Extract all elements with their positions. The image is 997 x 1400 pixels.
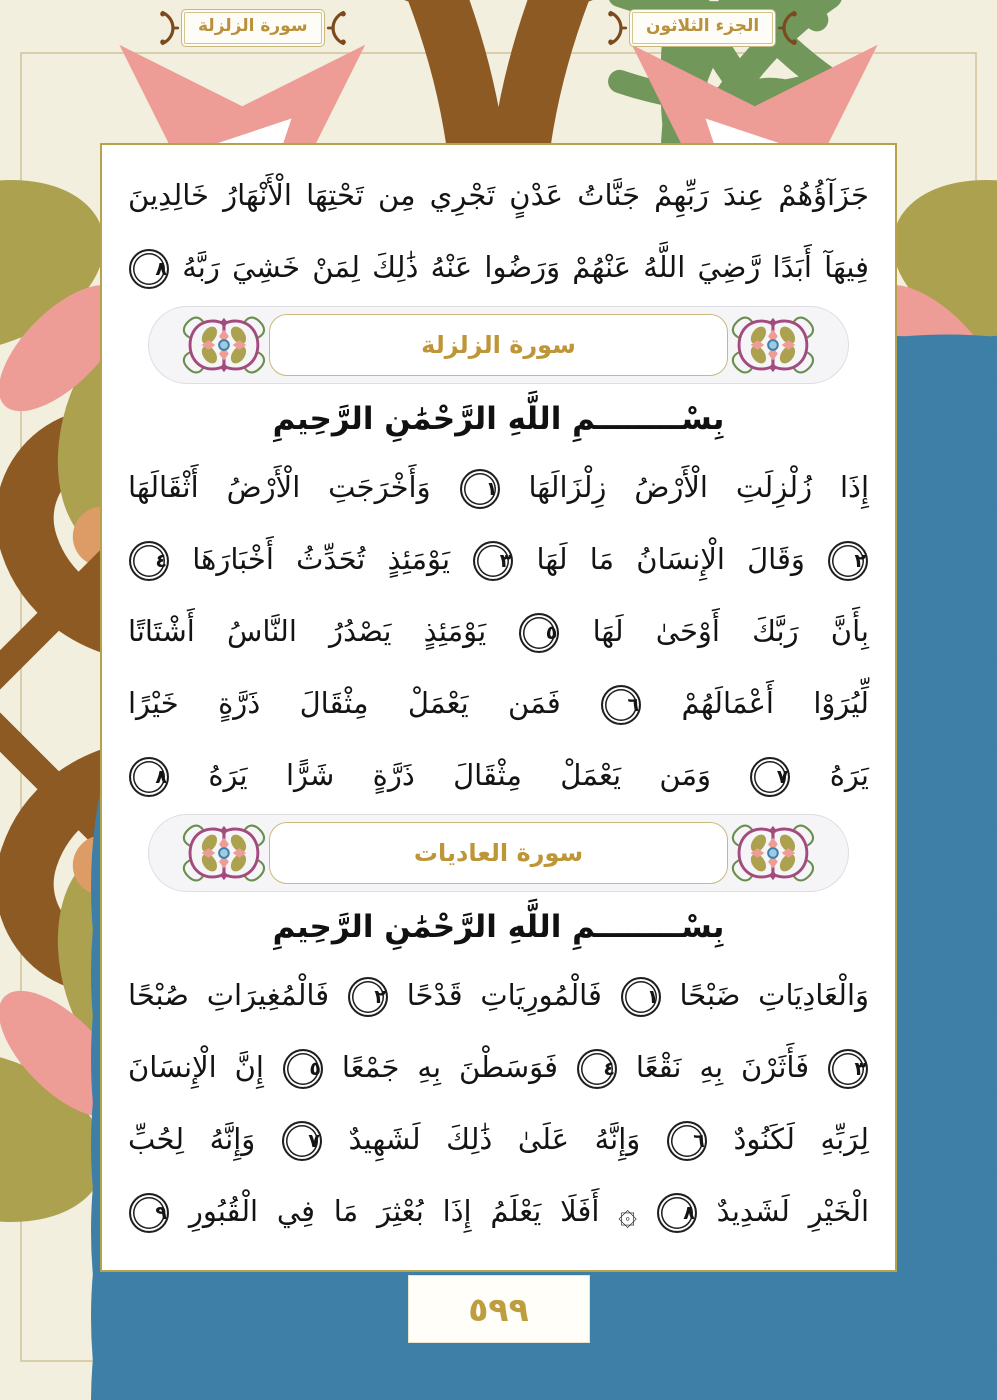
verse-number-badge: ٤ (577, 1049, 617, 1089)
surah-title: سورة الزلزلة (421, 331, 576, 359)
verse-number-badge: ١ (621, 977, 661, 1017)
bismillah-calligraphy: بِسْــــــــمِ اللَّهِ الرَّحْمَٰنِ الرَّحِيمِ (272, 909, 725, 945)
verse-number-badge: ٣ (473, 541, 513, 581)
bismillah-calligraphy: بِسْــــــــمِ اللَّهِ الرَّحْمَٰنِ الرَّحِيمِ (272, 401, 725, 437)
verse-number-badge: ٨ (657, 1193, 697, 1233)
juz-name-label: الجزء الثلاثون (646, 16, 760, 37)
ayah-text: فَالْمُغِيرَاتِ صُبْحًا (128, 978, 330, 1012)
ayah-text: فَوَسَطْنَ بِهِ جَمْعًا (341, 1050, 558, 1084)
verse-number-badge: ١ (460, 469, 500, 509)
verse-number-badge: ٤ (129, 541, 169, 581)
text-panel (100, 143, 897, 1272)
rosette-ornament-icon (179, 822, 269, 884)
quran-line (128, 1175, 869, 1247)
rosette-ornament-icon (728, 314, 818, 376)
quran-line (128, 231, 869, 303)
cartouche-bracket-icon (160, 9, 180, 47)
ayah-text: لِرَبِّهِ لَكَنُودٌ (733, 1122, 870, 1156)
verse-number-badge: ٦ (667, 1121, 707, 1161)
quran-line (128, 739, 869, 811)
ayah-text: أَفَلَا يَعْلَمُ إِذَا بُعْثِرَ مَا فِي الْقُبُورِ (188, 1194, 600, 1228)
ayah-text: يَرَهُ (829, 758, 870, 792)
rub-el-hizb-icon: ۞ (618, 1194, 637, 1232)
ayah-text: وَمَن يَعْمَلْ مِثْقَالَ ذَرَّةٍ شَرًّا يَرَهُ (208, 758, 712, 792)
verse-number-badge: ٢ (828, 541, 868, 581)
juz-cartouche (608, 7, 797, 49)
quran-line (128, 595, 869, 667)
surah-title-cartouche (269, 314, 728, 376)
zalzalah-lines (128, 451, 869, 811)
verse-number-badge: ٨ (129, 249, 169, 289)
ayah-text: إِذَا زُلْزِلَتِ الْأَرْضُ زِلْزَالَهَا (528, 470, 870, 504)
surah-header-adiyat (148, 814, 849, 892)
ayah-text: وَقَالَ الْإِنسَانُ مَا لَهَا (536, 542, 805, 576)
adiyat-lines (128, 959, 869, 1247)
ayah-text: وَإِنَّهُ لِحُبِّ (128, 1122, 256, 1156)
verse-number-badge: ٢ (348, 977, 388, 1017)
surah-title-cartouche (269, 822, 728, 884)
ayah-text: جَزَآؤُهُمْ عِندَ رَبِّهِمْ جَنَّاتُ عَدْنٍ تَجْرِي مِن تَحْتِهَا الْأَنْهَارُ خَالِدِينَ (128, 178, 869, 212)
quran-line (128, 1031, 869, 1103)
ayah-text: الْخَيْرِ لَشَدِيدٌ (716, 1194, 870, 1228)
page-number-label: ٥٩٩ (468, 1289, 529, 1329)
surah-title: سورة العاديات (413, 839, 584, 867)
verse-number-badge: ٥ (519, 613, 559, 653)
cartouche-bracket-icon (777, 9, 797, 47)
surah-name-box (181, 9, 325, 47)
verse-number-badge: ٧ (750, 757, 790, 797)
surah-name-cartouche (160, 7, 346, 49)
verse-number-badge: ٥ (283, 1049, 323, 1089)
ayah-text: بِأَنَّ رَبَّكَ أَوْحَىٰ لَهَا (592, 614, 869, 648)
surah-header-zalzalah (148, 306, 849, 384)
rosette-ornament-icon (179, 314, 269, 376)
ayah-text: وَإِنَّهُ عَلَىٰ ذَٰلِكَ لَشَهِيدٌ (348, 1122, 641, 1156)
quran-line (128, 1103, 869, 1175)
ayah-text: وَالْعَادِيَاتِ ضَبْحًا (679, 978, 870, 1012)
ayah-text: لِّيُرَوْا أَعْمَالَهُمْ (681, 686, 870, 720)
ayah-text: فَالْمُورِيَاتِ قَدْحًا (406, 978, 602, 1012)
ayah-text: فَمَن يَعْمَلْ مِثْقَالَ ذَرَّةٍ خَيْرًا (128, 686, 561, 720)
bayyinah-end-lines (128, 159, 869, 303)
verse-number-badge: ٦ (601, 685, 641, 725)
verse-number-badge: ٧ (282, 1121, 322, 1161)
quran-line (128, 667, 869, 739)
ayah-text: وَأَخْرَجَتِ الْأَرْضُ أَثْقَالَهَا (128, 470, 431, 504)
juz-name-box (629, 9, 776, 47)
quran-line (128, 159, 869, 231)
ayah-text: يَوْمَئِذٍ تُحَدِّثُ أَخْبَارَهَا (192, 542, 451, 576)
surah-name-label: سورة الزلزلة (198, 16, 308, 37)
ayah-text: إِنَّ الْإِنسَانَ (128, 1050, 264, 1084)
ayah-text: فَأَثَرْنَ بِهِ نَقْعًا (635, 1050, 810, 1084)
rosette-ornament-icon (728, 822, 818, 884)
ayah-text: فِيهَآ أَبَدًا رَّضِيَ اللَّهُ عَنْهُمْ وَرَضُوا عَنْهُ ذَٰلِكَ لِمَنْ خَشِيَ رَبَّهُ (182, 250, 869, 284)
ayah-text: يَوْمَئِذٍ يَصْدُرُ النَّاسُ أَشْتَاتًا (128, 614, 487, 648)
verse-number-badge: ٨ (129, 757, 169, 797)
quran-line (128, 959, 869, 1031)
verse-number-badge: ٩ (129, 1193, 169, 1233)
quran-line (128, 523, 869, 595)
verse-number-badge: ٣ (828, 1049, 868, 1089)
cartouche-bracket-icon (326, 9, 346, 47)
cartouche-bracket-icon (608, 9, 628, 47)
page-number (408, 1275, 590, 1343)
quran-line (128, 451, 869, 523)
